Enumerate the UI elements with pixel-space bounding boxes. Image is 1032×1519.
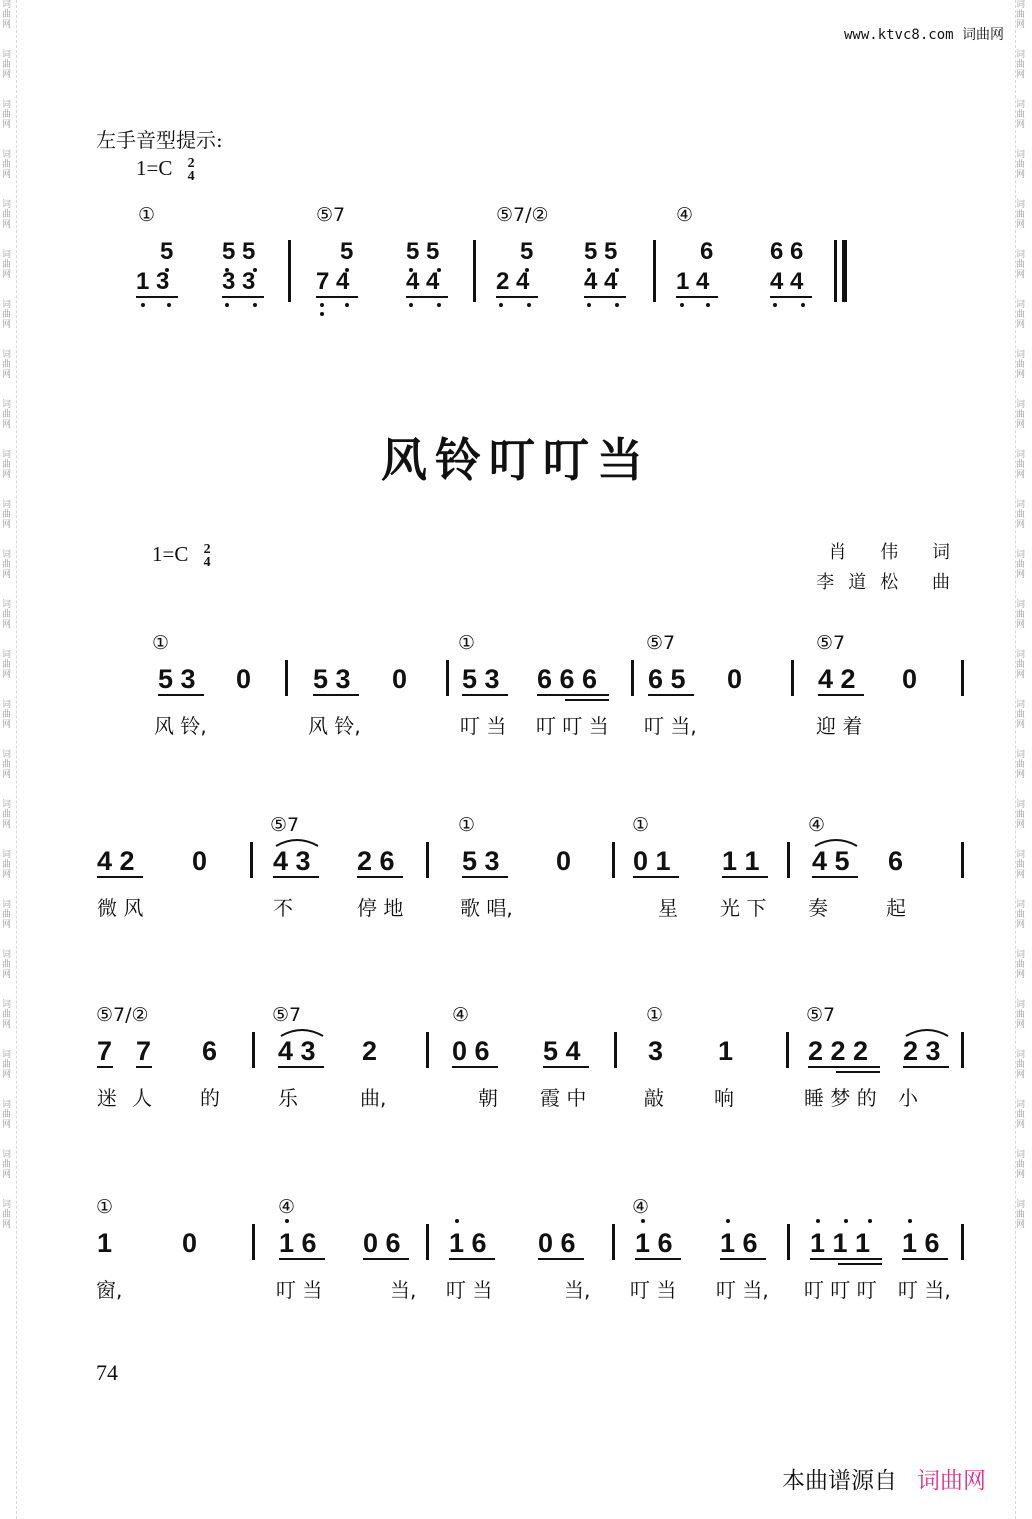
note-group: 1 6 [279,1228,317,1258]
chord-label: ⑤7/② [96,1004,149,1026]
note-group: 7 [136,1036,152,1066]
note-group: 5 3 [462,846,500,876]
note-group: 4 3 [273,846,311,876]
hint-upper-note: 6 [700,238,714,265]
lyric: 当, [564,1278,591,1302]
source-brand-link[interactable]: 词曲网 [917,1468,986,1494]
chord-label: ① [458,814,476,836]
lyric: 叮 当 [460,714,507,738]
lyric: 叮 当 [276,1278,323,1302]
lyric: 不 [273,896,293,920]
lyric: 朝 [478,1086,498,1110]
note-group: 1 6 [720,1228,758,1258]
lyricist: 肖 伟 词 [828,542,964,563]
note-group: 0 [556,846,572,876]
chord-label: ④ [632,1196,650,1218]
lyric: 当, [390,1278,417,1302]
chord-label: ④ [452,1004,470,1026]
lyric: 微 风 [97,896,144,920]
note-group: 1 6 [635,1228,673,1258]
note-group: 2 3 [903,1036,941,1066]
song-time-signature: 2 4 [203,542,211,571]
composer: 李道松 曲 [816,572,964,593]
lyric: 叮 当, [644,714,697,738]
lyric: 乐 [278,1086,298,1110]
song-key: 1=C 2 4 [152,542,211,571]
source-prefix: 本曲谱源自 [782,1468,897,1494]
lyric: 窗, [96,1278,123,1302]
chord-label: ⑤7 [806,1004,836,1026]
note-group: 0 [392,664,408,694]
note-group: 4 5 [812,846,850,876]
note-group: 0 [182,1228,198,1258]
lyric: 曲, [360,1086,387,1110]
hint-time-signature: 2 4 [187,156,195,185]
lyric: 的 [200,1086,220,1110]
site-url: www.ktvc8.com 词曲网 [843,27,1004,43]
left-watermark-strip: 词 曲 网 词 曲 网 词 曲 网 词 曲 网 词 曲 网 词 曲 网 词 曲 网 词 曲 网 词 曲 网 词 曲 网 词 曲 网 词 曲 网 词 曲 网 词 曲 网 词 曲 网 词 曲 网 词 曲 网 词 曲 网 词 曲 网 词 曲 网 词 曲 网 词 曲 网 词 曲 网 词 曲 网 词 曲 网 [2,0,17,1519]
note-group: 1 6 [902,1228,940,1258]
hint-lower-note: 3 3 [222,268,256,295]
note-group: 0 [727,664,743,694]
note-group: 1 [718,1036,734,1066]
hint-lower-note: 1 4 [676,268,710,295]
hint-upper-note: 5 [160,238,174,265]
lyric: 歌 唱, [460,896,513,920]
hint-upper-note: 5 5 [222,238,256,265]
hint-lower-note: 7 4 [316,268,350,295]
chord-label: ⑤7 [816,632,846,654]
song-title: 风铃叮叮当 [381,433,651,487]
source-credit [782,1462,986,1495]
note-group: 5 3 [313,664,351,694]
note-group: 6 [202,1036,218,1066]
note-group: 0 1 [633,846,671,876]
note-group: 0 [236,664,252,694]
chord-label: ① [632,814,650,836]
hint-lower-note: 4 4 [770,268,804,295]
note-group: 6 5 [648,664,686,694]
lyric: 人 [132,1086,152,1110]
lyric: 起 [886,896,906,920]
note-group: 4 2 [818,664,856,694]
note-group: 0 [902,664,918,694]
lyric: 迷 [97,1086,117,1110]
hint-upper-note: 5 [340,238,354,265]
lyric: 叮 当 [446,1278,493,1302]
note-group: 5 4 [543,1036,581,1066]
hint-upper-note: 5 5 [584,238,618,265]
lyric: 风 铃, [308,714,361,738]
note-group: 1 1 1 [810,1228,871,1258]
lyric: 奏 [808,896,828,920]
page-number: 74 [96,1360,118,1385]
hint-title: 左手音型提示: [96,128,223,152]
lyric: 停 地 [357,896,404,920]
lyric: 敲 [644,1086,664,1110]
note-group: 0 [192,846,208,876]
note-group: 0 6 [452,1036,490,1066]
lyric: 响 [714,1086,734,1110]
lyric: 迎 着 [816,714,863,738]
hint-lower-note: 4 4 [406,268,440,295]
lyric: 叮 当, [898,1278,951,1302]
hint-chord-1: ① [138,204,156,226]
hint-upper-note: 5 5 [406,238,440,265]
lyric: 叮 当 [630,1278,677,1302]
chord-label: ⑤7 [646,632,676,654]
note-group: 5 3 [158,664,196,694]
note-group: 2 [362,1036,378,1066]
hint-lower-note: 2 4 [496,268,530,295]
note-group: 2 2 2 [808,1036,869,1066]
note-group: 1 [97,1228,113,1258]
hint-lower-note: 4 4 [584,268,618,295]
note-group: 0 6 [538,1228,576,1258]
lyric: 风 铃, [154,714,207,738]
lyric: 霞 中 [540,1086,587,1110]
right-watermark-strip: 词 曲 网 词 曲 网 词 曲 网 词 曲 网 词 曲 网 词 曲 网 词 曲 网 词 曲 网 词 曲 网 词 曲 网 词 曲 网 词 曲 网 词 曲 网 词 曲 网 词 曲 网 词 曲 网 词 曲 网 词 曲 网 词 曲 网 词 曲 网 词 曲 网 词 曲 网 词 曲 网 词 曲 网 词 曲 网 [1015,0,1030,1519]
lyric: 光 下 [720,896,767,920]
note-group: 0 6 [363,1228,401,1258]
lyric: 小 [898,1086,918,1110]
chord-label: ① [96,1196,114,1218]
lyric: 叮 叮 当 [536,714,609,738]
lyric: 叮 当, [716,1278,769,1302]
note-group: 1 1 [722,846,760,876]
hint-chord-3: ⑤7/② [496,204,549,226]
chord-label: ⑤7 [270,814,300,836]
hint-key: 1=C 2 4 [136,156,195,185]
lyric: 星 [658,896,678,920]
hint-upper-note: 6 6 [770,238,804,265]
lyric: 睡 梦 的 [804,1086,877,1110]
lyric: 叮 叮 叮 [804,1278,877,1302]
note-group: 6 6 6 [537,664,598,694]
chord-label: ① [646,1004,664,1026]
note-group: 7 [97,1036,113,1066]
note-group: 5 3 [462,664,500,694]
hint-chord-2: ⑤7 [316,204,346,226]
note-group: 1 6 [449,1228,487,1258]
note-group: 2 6 [357,846,395,876]
chord-label: ① [458,632,476,654]
note-group: 6 [888,846,904,876]
note-group: 3 [648,1036,664,1066]
chord-label: ① [152,632,170,654]
hint-chord-4: ④ [676,204,694,226]
hint-upper-note: 5 [520,238,534,265]
note-group: 4 3 [278,1036,316,1066]
note-group: 4 2 [97,846,135,876]
chord-label: ④ [808,814,826,836]
chord-label: ⑤7 [272,1004,302,1026]
chord-label: ④ [278,1196,296,1218]
hint-lower-note: 1 3 [136,268,170,295]
